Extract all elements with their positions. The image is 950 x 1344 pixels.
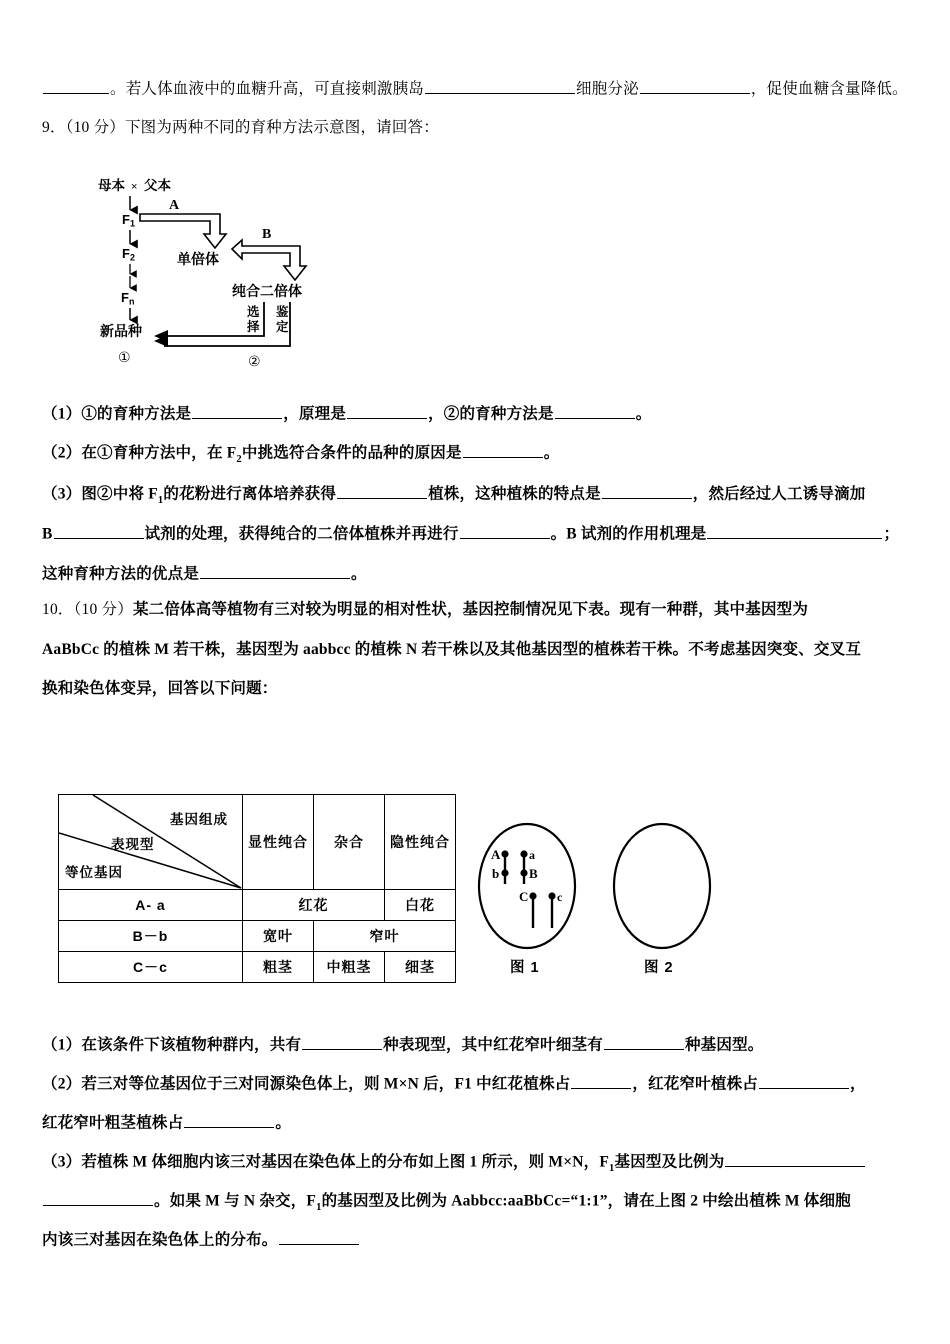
q9-sub2-subscript: 2 xyxy=(236,453,242,465)
gene-label-B: B xyxy=(529,866,538,881)
diagram-identify-label: 鉴 xyxy=(276,305,289,319)
answer-blank[interactable] xyxy=(43,78,109,94)
q10-sub3-t1: 若植株 M 体细胞内该三对基因在染色体上的分布如上图 1 所示，则 M×N，F xyxy=(81,1153,610,1171)
diagram-parents-label: 母本 xyxy=(98,178,125,193)
answer-blank[interactable] xyxy=(460,523,550,539)
q10-sub1-t3: 种基因型。 xyxy=(684,1036,764,1054)
answer-blank[interactable] xyxy=(640,78,750,94)
answer-blank[interactable] xyxy=(725,1151,865,1167)
answer-blank[interactable] xyxy=(571,1073,631,1089)
gene-dot-A xyxy=(501,850,508,857)
q10-sub2-t1: 若三对等位基因位于三对同源染色体上，则 M×N 后，F1 中红花植株占 xyxy=(81,1075,571,1093)
gene-label-a: a xyxy=(529,848,535,862)
diagram-cross-symbol: × xyxy=(131,181,138,193)
q10-sub2-l2a: 红花窄叶粗茎植株占 xyxy=(42,1114,184,1132)
question9-stem xyxy=(42,120,439,136)
gene-label-C: C xyxy=(519,889,529,904)
q10-sub2-line2 xyxy=(42,1112,291,1131)
diagram-mark-2: ② xyxy=(248,353,261,369)
q10-stem-line3 xyxy=(42,681,278,697)
q10-sub1-t2: 种表现型，其中红花窄叶细茎有 xyxy=(383,1036,603,1054)
q10-stem-line1 xyxy=(42,602,808,618)
block-arrow-B xyxy=(232,240,306,280)
table-col-header-dominant: 显性纯合 xyxy=(243,795,314,890)
figure-1-caption: 图 1 xyxy=(510,960,540,976)
q10-sub3-line3 xyxy=(42,1229,360,1248)
gene-dot-c xyxy=(548,892,555,899)
q9-sub3-line1 xyxy=(42,483,865,506)
header-label-phenotype: 表现型 xyxy=(111,837,155,852)
q10-sub3-line1 xyxy=(42,1151,866,1174)
q8-text-3: ，促使血糖含量降低。 xyxy=(750,80,908,98)
q9-sub1-t3: ，②的育种方法是 xyxy=(428,405,554,423)
q9-sub3-l2a: B xyxy=(42,525,53,543)
table-corner-header-cell xyxy=(59,795,243,890)
q10-stem-line2 xyxy=(42,642,861,658)
q9-sub3-line3 xyxy=(42,563,367,582)
answer-blank[interactable] xyxy=(200,563,350,579)
q10-sub3-line2 xyxy=(42,1190,851,1213)
table-row xyxy=(59,952,456,983)
gene-dot-C xyxy=(529,892,536,899)
answer-blank[interactable] xyxy=(707,523,882,539)
cell-outline-fig2 xyxy=(614,824,710,948)
answer-blank[interactable] xyxy=(54,523,144,539)
q10-sub1-line xyxy=(42,1034,764,1053)
q10-sub2-t2: ，红花窄叶植株占 xyxy=(632,1075,758,1093)
q10-number: 10． xyxy=(42,601,74,618)
q10-sub2-prefix: （2） xyxy=(42,1075,82,1093)
q8-text-1: 。若人体血液中的血糖升高，可直接刺激胰岛 xyxy=(110,80,425,98)
q10-sub3-l2sub: 1 xyxy=(316,1201,322,1213)
table-cell-thick-stem: 粗茎 xyxy=(243,952,314,983)
gene-dot-b xyxy=(501,869,508,876)
q10-sub2-l2b: 。 xyxy=(275,1114,292,1132)
table-cell-white-flower: 白花 xyxy=(385,890,456,921)
q10-sub3-prefix: （3） xyxy=(42,1153,82,1171)
q10-sub2-line1 xyxy=(42,1073,866,1092)
diagram-pure-diploid-label: 纯合二倍体 xyxy=(232,283,302,299)
q8-text-2: 细胞分泌 xyxy=(576,80,639,98)
breeding-methods-diagram xyxy=(52,176,382,371)
q9-sub2-prefix: （2） xyxy=(42,444,82,462)
q10-sub1-prefix: （1） xyxy=(42,1036,82,1054)
q9-sub3-prefix: （3） xyxy=(42,485,82,503)
gene-dot-B xyxy=(520,869,527,876)
diagram-new-variety-label: 新品种 xyxy=(100,323,142,339)
answer-blank[interactable] xyxy=(43,1190,153,1206)
answer-blank[interactable] xyxy=(347,403,427,419)
q9-sub3-t2: 的花粉进行离体培养获得 xyxy=(163,485,337,503)
q9-sub3-line2 xyxy=(42,523,899,542)
gene-label-b: b xyxy=(492,866,500,881)
q10-score: （10 分） xyxy=(73,601,133,618)
gene-phenotype-table xyxy=(58,794,456,983)
q10-sub2-t3: ， xyxy=(849,1075,866,1093)
q9-stem-text: 下图为两种不同的育种方法示意图，请回答： xyxy=(124,119,439,136)
table-cell-thin-stem: 细茎 xyxy=(385,952,456,983)
q9-sub2-line xyxy=(42,442,559,465)
table-cell-allele-a: A- a xyxy=(59,890,243,921)
q9-sub1-prefix: （1） xyxy=(42,405,82,423)
q9-sub3-t1: 图②中将 F xyxy=(81,485,158,503)
q9-sub3-l2d: ； xyxy=(883,525,900,543)
q9-sub3-subscript: 1 xyxy=(157,494,164,506)
answer-blank[interactable] xyxy=(759,1073,849,1089)
answer-blank[interactable] xyxy=(184,1112,274,1128)
diagram-label-B: B xyxy=(262,227,272,242)
answer-blank[interactable] xyxy=(604,1034,684,1050)
diagram-f1-label: F1 xyxy=(122,212,135,229)
breeding-diagram-svg xyxy=(52,176,382,371)
diagram-select-label: 选 xyxy=(247,305,260,319)
diagram-f2-label: F2 xyxy=(122,246,135,263)
table-row xyxy=(59,921,456,952)
answer-blank[interactable] xyxy=(192,403,282,419)
q9-sub1-t1: ①的育种方法是 xyxy=(81,405,192,423)
q9-sub3-t3: 植株，这种植株的特点是 xyxy=(428,485,601,503)
q10-line2: AaBbCc 的植株 M 若干株，基因型为 aabbcc 的植株 N 若干株以及其他基因型的植株若干株。不考虑基因突变、交叉互 xyxy=(42,641,862,658)
q9-sub1-line xyxy=(42,403,651,422)
arrow-identify-path xyxy=(164,302,290,346)
answer-blank[interactable] xyxy=(279,1229,359,1245)
gene-label-c: c xyxy=(557,890,563,904)
answer-blank[interactable] xyxy=(555,403,635,419)
diagram-mark-1: ① xyxy=(118,349,131,365)
diagram-identify-label2: 定 xyxy=(276,320,289,334)
header-label-genotype: 基因组成 xyxy=(170,812,228,827)
q10-sub3-l3a: 内该三对基因在染色体上的分布。 xyxy=(42,1231,278,1249)
diagram-select-label2: 择 xyxy=(247,320,260,334)
q9-score: （10 分） xyxy=(65,119,125,136)
table-cell-allele-b: B－b xyxy=(59,921,243,952)
q9-number: 9． xyxy=(42,119,66,136)
question8-tail-line xyxy=(42,78,908,97)
q9-sub2-t3: 。 xyxy=(543,444,560,462)
gene-dot-a xyxy=(520,850,527,857)
q9-sub3-l2b: 试剂的处理，获得纯合的二倍体植株并再进行 xyxy=(144,525,459,543)
answer-blank[interactable] xyxy=(602,483,692,499)
q9-sub3-l2c: 。B 试剂的作用机理是 xyxy=(550,525,707,543)
q9-sub3-t4: ，然后经过人工诱导滴加 xyxy=(692,485,866,503)
table-cell-narrow-leaf: 窄叶 xyxy=(314,921,456,952)
diagram-fn-label: Fn xyxy=(121,290,135,307)
q9-sub2-t2: 中挑选符合条件的品种的原因是 xyxy=(241,444,462,462)
answer-blank[interactable] xyxy=(302,1034,382,1050)
table-cell-red-flower: 红花 xyxy=(243,890,385,921)
table-col-header-recessive: 隐性纯合 xyxy=(385,795,456,890)
diagram-haploid-label: 单倍体 xyxy=(177,251,219,267)
chromosome-figures xyxy=(472,816,737,1001)
answer-blank[interactable] xyxy=(463,442,543,458)
answer-blank[interactable] xyxy=(425,78,575,94)
q9-sub3-l3b: 。 xyxy=(351,565,367,583)
q9-sub1-t2: ，原理是 xyxy=(283,405,347,423)
q10-sub3-l2a: 。如果 M 与 N 杂交，F xyxy=(154,1192,317,1210)
q10-line3: 换和染色体变异，回答以下问题： xyxy=(42,680,278,697)
table-cell-allele-c: C－c xyxy=(59,952,243,983)
figure-2-caption: 图 2 xyxy=(644,960,674,976)
q10-line1: 某二倍体高等植物有三对较为明显的相对性状，基因控制情况见下表。现有一种群，其中基因型为 xyxy=(132,601,809,618)
q10-sub3-subscript: 1 xyxy=(609,1162,615,1174)
table-col-header-hetero: 杂合 xyxy=(314,795,385,890)
table-row xyxy=(59,890,456,921)
q9-sub1-t4: 。 xyxy=(635,405,652,423)
q10-sub1-t1: 在该条件下该植物种群内，共有 xyxy=(81,1036,302,1054)
q9-sub3-l3a: 这种育种方法的优点是 xyxy=(42,565,200,583)
gene-label-A: A xyxy=(491,847,501,862)
header-label-allele: 等位基因 xyxy=(65,865,123,880)
table-cell-wide-leaf: 宽叶 xyxy=(243,921,314,952)
diagram-father-label: 父本 xyxy=(144,178,171,193)
q10-sub3-l2b: 的基因型及比例为 Aabbcc:aaBbCc=“1:1”，请在上图 2 中绘出植株 M 体细胞 xyxy=(321,1192,851,1210)
table-header-row xyxy=(59,795,456,890)
q10-sub3-t2: 基因型及比例为 xyxy=(614,1153,725,1171)
block-arrow-A xyxy=(140,214,226,248)
table-cell-medium-stem: 中粗茎 xyxy=(314,952,385,983)
q9-sub2-t1: 在①育种方法中，在 F xyxy=(81,444,237,462)
cell-outline-fig1 xyxy=(479,824,575,948)
diagram-label-A: A xyxy=(169,198,180,213)
answer-blank[interactable] xyxy=(337,483,427,499)
